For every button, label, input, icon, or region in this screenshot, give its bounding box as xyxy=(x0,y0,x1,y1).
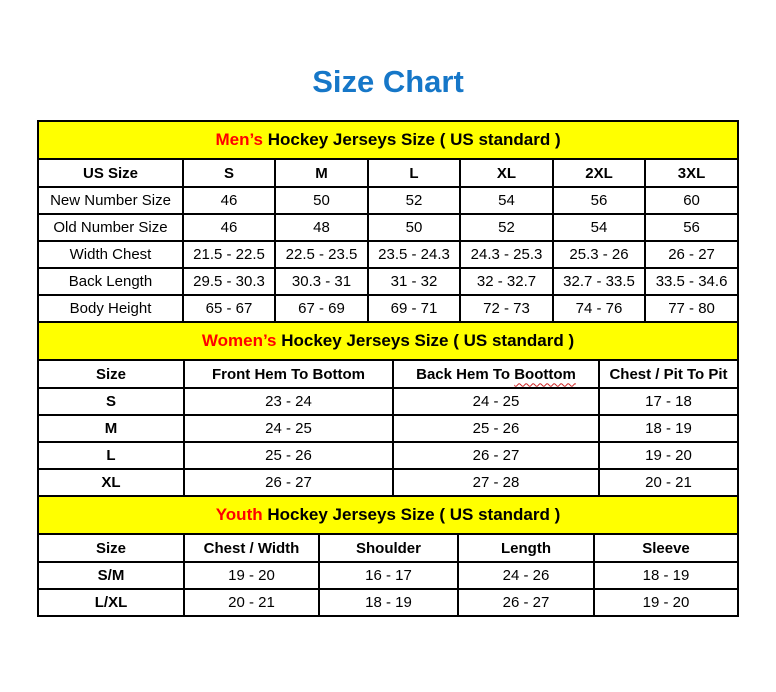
women-header-row xyxy=(38,360,738,388)
table-cell: XL xyxy=(38,469,184,496)
youth-band-rest: Hockey Jerseys Size ( US standard ) xyxy=(262,505,561,524)
table-cell: 46 xyxy=(183,187,275,214)
table-cell: 20 - 21 xyxy=(599,469,738,496)
youth-col-sleeve: Sleeve xyxy=(594,534,738,562)
women-band-title xyxy=(38,322,738,360)
table-cell: 60 xyxy=(645,187,738,214)
table-cell: 21.5 - 22.5 xyxy=(183,241,275,268)
table-cell: 74 - 76 xyxy=(553,295,645,322)
table-cell: 48 xyxy=(275,214,368,241)
women-band-rest: Hockey Jerseys Size ( US standard ) xyxy=(276,331,575,350)
table-cell: 52 xyxy=(368,187,460,214)
table-row xyxy=(38,388,738,415)
men-col-s: S xyxy=(183,159,275,187)
youth-band-highlight: Youth xyxy=(215,505,263,524)
table-cell: M xyxy=(38,415,184,442)
table-cell: 18 - 19 xyxy=(319,589,458,616)
table-cell: 67 - 69 xyxy=(275,295,368,322)
table-row xyxy=(38,415,738,442)
table-cell: 33.5 - 34.6 xyxy=(645,268,738,295)
men-col-m: M xyxy=(275,159,368,187)
table-cell: 54 xyxy=(460,187,553,214)
table-cell: 50 xyxy=(368,214,460,241)
table-row xyxy=(38,187,738,214)
table-cell: 25 - 26 xyxy=(393,415,599,442)
table-cell: Width Chest xyxy=(38,241,183,268)
table-cell: 29.5 - 30.3 xyxy=(183,268,275,295)
women-size-table xyxy=(37,321,739,497)
table-cell: 52 xyxy=(460,214,553,241)
table-cell: 30.3 - 31 xyxy=(275,268,368,295)
men-band-rest: Hockey Jerseys Size ( US standard ) xyxy=(263,130,561,149)
table-cell: 23.5 - 24.3 xyxy=(368,241,460,268)
youth-size-table xyxy=(37,495,739,617)
table-cell: 17 - 18 xyxy=(599,388,738,415)
table-cell: 23 - 24 xyxy=(184,388,393,415)
table-row xyxy=(38,214,738,241)
table-cell: L xyxy=(38,442,184,469)
men-header-row xyxy=(38,159,738,187)
women-col-chest-pit: Chest / Pit To Pit xyxy=(599,360,738,388)
table-cell: 26 - 27 xyxy=(393,442,599,469)
back-hem-prefix: Back Hem To xyxy=(416,365,515,383)
men-col-l: L xyxy=(368,159,460,187)
men-col-2xl: 2XL xyxy=(553,159,645,187)
table-row xyxy=(38,442,738,469)
women-band-row xyxy=(38,322,738,360)
men-col-us-size: US Size xyxy=(38,159,183,187)
table-cell: 18 - 19 xyxy=(594,562,738,589)
table-cell: 26 - 27 xyxy=(645,241,738,268)
table-cell: 24 - 26 xyxy=(458,562,594,589)
page-title: Size Chart xyxy=(312,64,464,99)
men-band-row xyxy=(38,121,738,159)
youth-header-row xyxy=(38,534,738,562)
women-table-body xyxy=(38,388,738,496)
table-cell: New Number Size xyxy=(38,187,183,214)
table-cell: S/M xyxy=(38,562,184,589)
table-row xyxy=(38,268,738,295)
size-tables-container xyxy=(37,120,737,617)
table-cell: 77 - 80 xyxy=(645,295,738,322)
table-row xyxy=(38,562,738,589)
table-cell: Back Length xyxy=(38,268,183,295)
women-col-front-hem: Front Hem To Bottom xyxy=(184,360,393,388)
table-cell: 72 - 73 xyxy=(460,295,553,322)
back-hem-misspelled-word: Boottom xyxy=(514,365,576,383)
table-cell: 32.7 - 33.5 xyxy=(553,268,645,295)
table-cell: 19 - 20 xyxy=(599,442,738,469)
table-cell: 25.3 - 26 xyxy=(553,241,645,268)
table-cell: 25 - 26 xyxy=(184,442,393,469)
women-col-back-hem xyxy=(393,360,599,388)
youth-band-row xyxy=(38,496,738,534)
table-cell: 26 - 27 xyxy=(184,469,393,496)
table-row xyxy=(38,241,738,268)
table-cell: 56 xyxy=(645,214,738,241)
women-band-highlight: Women’s xyxy=(201,331,277,350)
table-cell: 16 - 17 xyxy=(319,562,458,589)
men-table-body xyxy=(38,187,738,322)
women-col-size: Size xyxy=(38,360,184,388)
table-cell: L/XL xyxy=(38,589,184,616)
table-cell: 24 - 25 xyxy=(184,415,393,442)
youth-col-size: Size xyxy=(38,534,184,562)
table-cell: 18 - 19 xyxy=(599,415,738,442)
table-cell: Old Number Size xyxy=(38,214,183,241)
men-col-xl: XL xyxy=(460,159,553,187)
table-cell: 27 - 28 xyxy=(393,469,599,496)
youth-col-chest-width: Chest / Width xyxy=(184,534,319,562)
youth-table-body xyxy=(38,562,738,616)
table-cell: 20 - 21 xyxy=(184,589,319,616)
men-band-highlight: Men’s xyxy=(215,130,263,149)
table-row xyxy=(38,589,738,616)
table-cell: 19 - 20 xyxy=(184,562,319,589)
table-cell: 32 - 32.7 xyxy=(460,268,553,295)
table-cell: 24.3 - 25.3 xyxy=(460,241,553,268)
table-cell: 56 xyxy=(553,187,645,214)
table-cell: 26 - 27 xyxy=(458,589,594,616)
youth-col-length: Length xyxy=(458,534,594,562)
youth-col-shoulder: Shoulder xyxy=(319,534,458,562)
table-cell: 46 xyxy=(183,214,275,241)
table-cell: 31 - 32 xyxy=(368,268,460,295)
men-col-3xl: 3XL xyxy=(645,159,738,187)
table-cell: 65 - 67 xyxy=(183,295,275,322)
table-cell: Body Height xyxy=(38,295,183,322)
men-size-table xyxy=(37,120,739,323)
table-cell: 50 xyxy=(275,187,368,214)
table-cell: 69 - 71 xyxy=(368,295,460,322)
table-row xyxy=(38,469,738,496)
table-row xyxy=(38,295,738,322)
men-band-title xyxy=(38,121,738,159)
table-cell: 19 - 20 xyxy=(594,589,738,616)
table-cell: 24 - 25 xyxy=(393,388,599,415)
youth-band-title xyxy=(38,496,738,534)
table-cell: S xyxy=(38,388,184,415)
table-cell: 54 xyxy=(553,214,645,241)
table-cell: 22.5 - 23.5 xyxy=(275,241,368,268)
